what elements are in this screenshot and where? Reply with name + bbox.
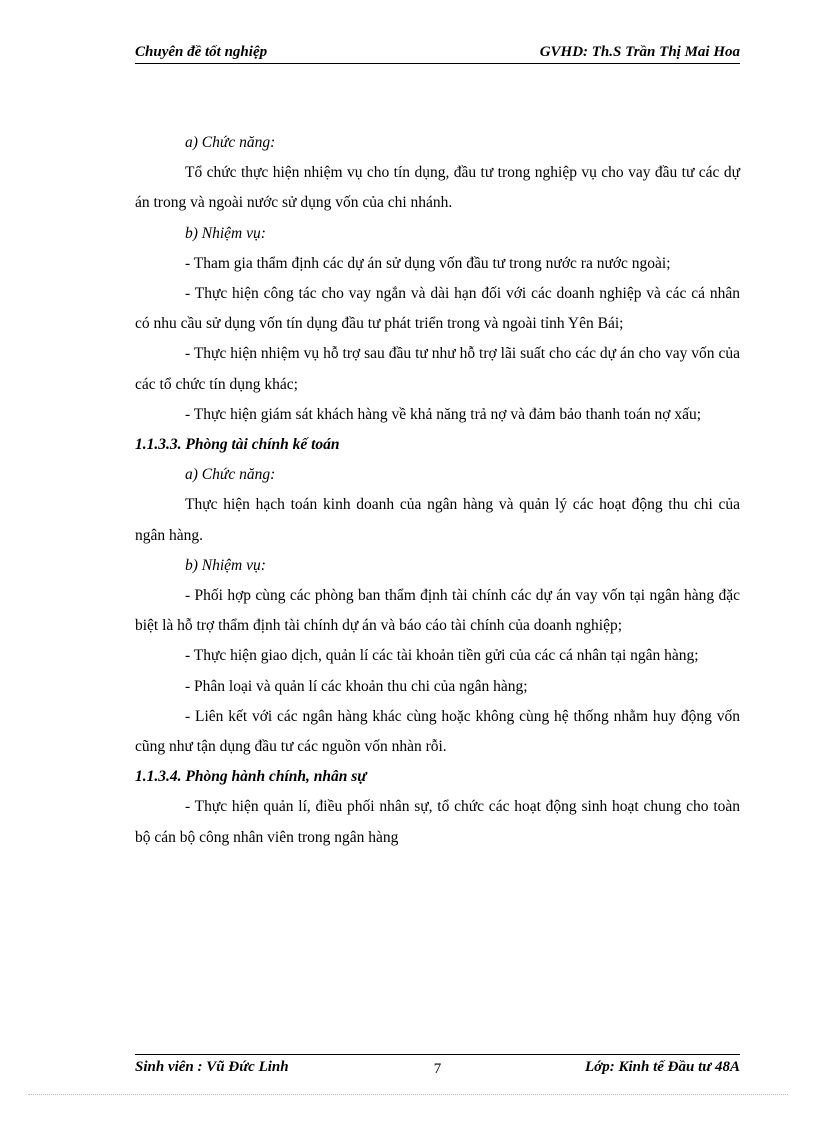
body-paragraph: - Thực hiện nhiệm vụ hỗ trợ sau đầu tư như hỗ trợ lãi suất cho các dự án cho vay vốn của các tổ chức tín dụng khác;: [135, 345, 740, 393]
body-paragraph: - Thực hiện giám sát khách hàng về khả năng trả nợ và đảm bảo thanh toán nợ xấu;: [185, 405, 702, 423]
subsection-label: b) Nhiệm vụ:: [185, 224, 266, 242]
subsection-label: a) Chức năng:: [185, 134, 276, 151]
body-paragraph: - Thực hiện giao dịch, quản lí các tài khoản tiền gửi của các cá nhân tại ngân hàng;: [185, 647, 699, 665]
header-left-title: Chuyên đề tốt nghiệp: [135, 44, 268, 60]
body-paragraph: - Phân loại và quản lí các khoản thu chi của ngân hàng;: [185, 677, 528, 695]
page-footer: [135, 1054, 740, 1076]
page-body: [135, 128, 740, 853]
section-heading: 1.1.3.3. Phòng tài chính kế toán: [135, 436, 340, 454]
body-paragraph: - Thực hiện công tác cho vay ngắn và dài hạn đối với các doanh nghiệp và các cá nhân có nhu cầu sử dụng vốn tín dụng đầu tư phát triển trong và ngoài tỉnh Yên Bái;: [135, 285, 740, 333]
footer-class: Lớp: Kinh tế Đầu tư 48A: [585, 1059, 740, 1075]
body-paragraph: Tổ chức thực hiện nhiệm vụ cho tín dụng, đầu tư trong nghiệp vụ cho vay đầu tư các dự án trong và ngoài nước sử dụng vốn của chi nhánh.: [135, 164, 740, 212]
footer-student: Sinh viên : Vũ Đức Linh: [135, 1059, 289, 1075]
subsection-label: a) Chức năng:: [185, 466, 276, 484]
header-supervisor: GVHD: Th.S Trần Thị Mai Hoa: [539, 44, 740, 60]
page-header: [135, 44, 740, 64]
body-paragraph: - Liên kết với các ngân hàng khác cùng hoặc không cùng hệ thống nhằm huy động vốn cũng như tận dụng đầu tư các nguồn vốn nhàn rỗi.: [135, 707, 740, 756]
body-paragraph: - Thực hiện quản lí, điều phối nhân sự, tổ chức các hoạt động sinh hoạt chung cho toàn bộ cán bộ công nhân viên trong ngân hàng: [135, 798, 740, 846]
subsection-label: b) Nhiệm vụ:: [185, 556, 266, 574]
section-heading: 1.1.3.4. Phòng hành chính, nhân sự: [135, 768, 367, 786]
page-frame-edge: [28, 1094, 788, 1095]
page-number: 7: [433, 1061, 442, 1077]
body-paragraph: - Phối hợp cùng các phòng ban thẩm định tài chính các dự án vay vốn tại ngân hàng đặc biệt là hỗ trợ thẩm định tài chính dự án và báo cáo tài chính của doanh nghiệp;: [135, 587, 740, 635]
body-paragraph: - Tham gia thẩm định các dự án sử dụng vốn đầu tư trong nước ra nước ngoài;: [185, 254, 671, 272]
body-paragraph: Thực hiện hạch toán kinh doanh của ngân hàng và quản lý các hoạt động thu chi của ngân hàng.: [135, 496, 740, 544]
